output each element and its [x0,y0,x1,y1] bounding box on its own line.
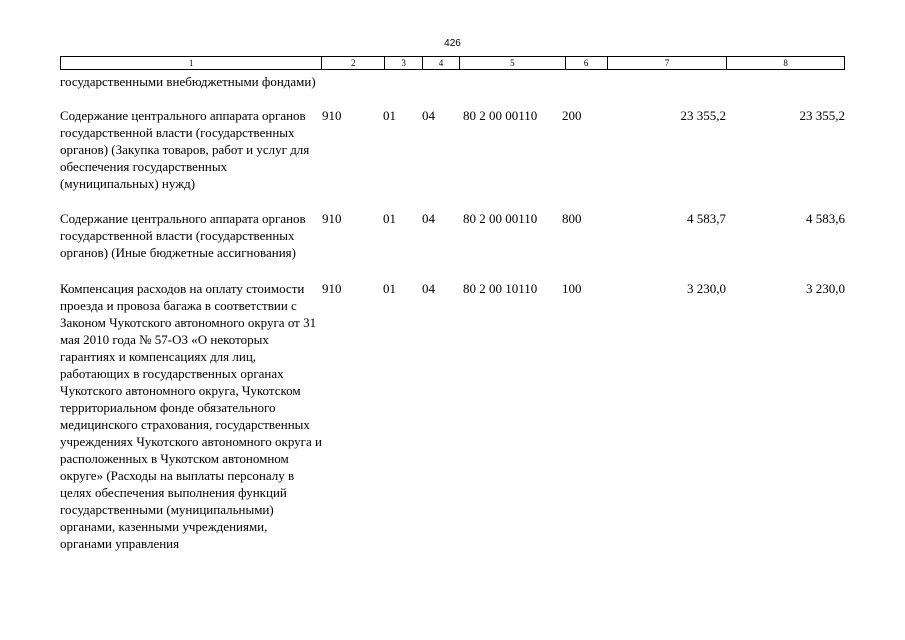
header-cell-3: 3 [385,57,423,69]
amount-col8: 3 230,0 [806,281,845,296]
section-code: 01 [383,108,396,123]
target-article: 80 2 00 10110 [463,281,538,296]
table-header-row [60,56,845,70]
row-name: Содержание центрального аппарата органов государственной власти (государственных органов) (Иные бюджетные ассигнования) [60,211,306,260]
amount-col8: 4 583,6 [806,211,845,226]
section-code: 01 [383,211,396,226]
target-article: 80 2 00 00110 [463,211,538,226]
amount-col7: 3 230,0 [687,281,726,296]
expense-type: 800 [562,211,582,226]
page-number: 426 [444,38,461,49]
row-name: Содержание центрального аппарата органов государственной власти (государственных органов) (Закупка товаров, работ и услуг для обеспечения государственных (муниципальных) нужд) [60,108,310,191]
amount-col8: 23 355,2 [799,108,845,123]
admin-code: 910 [322,281,342,296]
header-cell-7: 7 [608,57,728,69]
subsection-code: 04 [422,211,435,226]
section-code: 01 [383,281,396,296]
amount-col7: 4 583,7 [687,211,726,226]
subsection-code: 04 [422,108,435,123]
header-cell-8: 8 [783,58,788,68]
admin-code: 910 [322,108,342,123]
row-name: государственными внебюджетными фондами) [60,74,316,89]
row-name: Компенсация расходов на оплату стоимости проезда и провоза багажа в соответствии с Законом Чукотского автономного округа от 31 мая 2010 года № 57-ОЗ «О некоторых гарантиях и компенсациях для лиц, работающих в государственных органах Чукотского автономного округа, Чукотском территориальном фонде обязательного медицинского страхования, государственных учреждениях Чукотского автономного округа и расположенных в Чукотском автономном округе» (Расходы на выплаты персоналу в целях обеспечения выполнения функций государственными (муниципальными) органами, казенными учреждениями, органами управления [60,281,322,551]
expense-type: 100 [562,281,582,296]
header-cell-2: 2 [322,57,385,69]
header-cell-6: 6 [566,57,608,69]
target-article: 80 2 00 00110 [463,108,538,123]
admin-code: 910 [322,211,342,226]
subsection-code: 04 [422,281,435,296]
expense-type: 200 [562,108,582,123]
amount-col7: 23 355,2 [680,108,726,123]
header-cell-1: 1 [61,57,322,69]
header-cell-4: 4 [423,57,460,69]
header-cell-5: 5 [460,57,566,69]
